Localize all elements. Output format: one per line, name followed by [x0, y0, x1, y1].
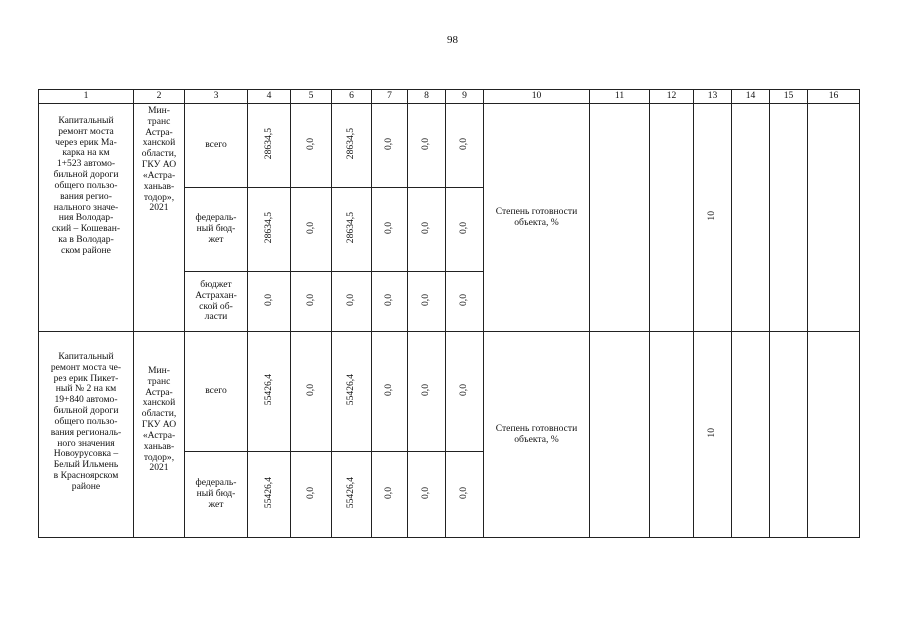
value-text: 0,0 [458, 293, 470, 306]
value-text: 0,0 [304, 486, 316, 499]
object-name-line: бильной дороги [53, 405, 119, 417]
value-text: 0,0 [345, 293, 357, 306]
value-cell [372, 272, 408, 332]
value-cell [291, 104, 332, 188]
value-text: 0,0 [420, 486, 432, 499]
target-value-cell [694, 332, 732, 538]
funding-source-line: федераль- [195, 477, 237, 489]
funding-source-line: жет [208, 233, 224, 245]
funding-source-line: Астрахан- [195, 289, 237, 301]
indicator-line: объекта, % [514, 433, 559, 445]
funding-source-cell [185, 452, 248, 538]
object-name-line: районе [71, 480, 101, 492]
executor-line: Астра- [145, 386, 173, 398]
value-text: 55426,4 [262, 476, 274, 509]
col-header: 5 [291, 90, 332, 104]
empty-cell [590, 104, 650, 332]
table-row [39, 332, 860, 452]
value-text: 0,0 [304, 221, 316, 234]
object-name-line: нального значе- [53, 201, 119, 213]
value-cell [248, 452, 291, 538]
funding-source-line: жет [208, 498, 224, 510]
col-header: 3 [185, 90, 248, 104]
object-name-line: ния Володар- [58, 212, 114, 224]
value-cell [408, 104, 446, 188]
value-text: 0,0 [383, 137, 395, 150]
object-name-line: ка в Володар- [58, 234, 114, 246]
value-text: 0,0 [420, 221, 432, 234]
indicator-cell [484, 104, 590, 332]
funding-source-line: ный бюд- [196, 223, 236, 235]
target-value-cell [694, 104, 732, 332]
empty-cell [650, 332, 694, 538]
executor-line: тодор», [143, 191, 175, 203]
funding-source-cell [185, 272, 248, 332]
object-name-line: Капитальный [58, 115, 114, 126]
value-text: 0,0 [458, 221, 470, 234]
value-cell [372, 332, 408, 452]
executor-line: «Астра- [142, 429, 176, 441]
value-cell [248, 332, 291, 452]
value-text: 0,0 [383, 293, 395, 306]
funding-source-line: федераль- [195, 212, 237, 224]
value-cell [332, 272, 372, 332]
object-name-line: Новоурусовка – [53, 448, 119, 460]
value-cell [248, 188, 291, 272]
funding-source-line: ный бюд- [196, 488, 236, 500]
value-cell [446, 332, 484, 452]
executor-line: 2021 [149, 462, 169, 474]
value-cell [446, 452, 484, 538]
empty-cell [732, 104, 770, 332]
value-text: 28634,5 [345, 127, 357, 160]
value-cell [248, 272, 291, 332]
col-header: 4 [248, 90, 291, 104]
funding-source-cell [185, 188, 248, 272]
value-cell [332, 332, 372, 452]
col-header: 1 [39, 90, 134, 104]
col-header: 16 [808, 90, 860, 104]
indicator-line: Степень готовности [495, 422, 578, 434]
object-name-line: Капитальный [58, 351, 114, 362]
object-name-line: через ерик Ма- [55, 136, 117, 148]
target-value-text: 10 [706, 210, 718, 221]
object-name-line: общего пользо- [54, 179, 118, 191]
col-header: 15 [770, 90, 808, 104]
col-header: 10 [484, 90, 590, 104]
object-name-line: вания региональ- [50, 426, 122, 438]
value-text: 0,0 [458, 383, 470, 396]
col-header: 6 [332, 90, 372, 104]
empty-cell [650, 104, 694, 332]
value-cell [291, 188, 332, 272]
empty-cell [590, 332, 650, 538]
funding-source-line: ласти [204, 311, 228, 323]
executor-line: области, [141, 408, 177, 420]
program-table [38, 89, 860, 538]
value-text: 55426,4 [262, 373, 274, 406]
indicator-line: объекта, % [514, 216, 559, 228]
executor-line: ханской [142, 137, 176, 149]
funding-source-line: ской об- [199, 300, 233, 312]
funding-source-cell [185, 104, 248, 188]
indicator-cell [484, 332, 590, 538]
executor-line: тодор», [143, 451, 175, 463]
value-text: 28634,5 [345, 211, 357, 244]
value-cell [332, 104, 372, 188]
empty-cell [770, 104, 808, 332]
object-name-line: 1+523 автомо- [56, 158, 116, 170]
object-name-line: вания регио- [60, 190, 112, 202]
executor-line: Мин- [148, 365, 170, 376]
object-name-line: карка на км [62, 147, 110, 159]
executor-cell [134, 104, 185, 332]
value-text: 0,0 [420, 383, 432, 396]
value-cell [408, 188, 446, 272]
empty-cell [770, 332, 808, 538]
object-name-line: в Красноярском [53, 470, 119, 482]
executor-line: 2021 [149, 202, 169, 214]
header-row [39, 90, 860, 104]
indicator-line: Степень готовности [495, 205, 578, 217]
object-name-line: ный № 2 на км [55, 383, 117, 395]
page-number: 98 [447, 34, 458, 46]
executor-line: транс [147, 115, 171, 127]
value-text: 0,0 [420, 137, 432, 150]
executor-line: ханской [142, 397, 176, 409]
value-cell [408, 452, 446, 538]
object-name-line: рез ерик Пикет- [53, 372, 119, 384]
value-cell [446, 188, 484, 272]
executor-line: ГКУ АО [141, 419, 177, 431]
funding-source-line: всего [205, 139, 227, 151]
object-name-line: Белый Ильмень [53, 459, 119, 471]
col-header: 9 [446, 90, 484, 104]
funding-source-cell [185, 332, 248, 452]
executor-line: Мин- [148, 105, 170, 116]
value-cell [291, 332, 332, 452]
target-value-text: 10 [706, 427, 718, 438]
value-text: 0,0 [304, 293, 316, 306]
col-header: 7 [372, 90, 408, 104]
executor-line: ханьав- [143, 440, 175, 452]
value-cell [248, 104, 291, 188]
object-name-line: ремонт моста че- [50, 361, 122, 373]
executor-line: «Астра- [142, 169, 176, 181]
col-header: 8 [408, 90, 446, 104]
value-text: 0,0 [262, 293, 274, 306]
value-text: 0,0 [420, 293, 432, 306]
funding-source-line: бюджет [200, 278, 232, 290]
object-name-cell [39, 104, 134, 332]
object-name-line: 19+840 автомо- [54, 394, 118, 406]
value-text: 0,0 [458, 486, 470, 499]
col-header: 14 [732, 90, 770, 104]
value-text: 0,0 [383, 383, 395, 396]
executor-line: ГКУ АО [141, 159, 177, 171]
value-cell [332, 452, 372, 538]
executor-line: Астра- [145, 126, 173, 138]
col-header: 13 [694, 90, 732, 104]
col-header: 11 [590, 90, 650, 104]
executor-line: области, [141, 148, 177, 160]
value-text: 55426,4 [345, 373, 357, 406]
value-cell [291, 452, 332, 538]
table-row [39, 104, 860, 188]
value-text: 0,0 [383, 486, 395, 499]
value-text: 0,0 [304, 137, 316, 150]
funding-source-line: всего [205, 385, 227, 397]
value-text: 0,0 [383, 221, 395, 234]
value-cell [446, 104, 484, 188]
object-name-line: ремонт моста [58, 125, 114, 137]
value-cell [408, 272, 446, 332]
value-cell [332, 188, 372, 272]
executor-cell [134, 332, 185, 538]
value-cell [372, 104, 408, 188]
value-text: 0,0 [458, 137, 470, 150]
value-text: 28634,5 [262, 211, 274, 244]
empty-cell [732, 332, 770, 538]
value-text: 55426,4 [345, 476, 357, 509]
object-name-line: ском районе [61, 244, 111, 256]
executor-line: транс [147, 375, 171, 387]
object-name-line: общего пользо- [54, 415, 118, 427]
value-cell [446, 272, 484, 332]
object-name-line: бильной дороги [53, 169, 119, 181]
value-cell [408, 332, 446, 452]
col-header: 2 [134, 90, 185, 104]
value-cell [372, 188, 408, 272]
executor-line: ханьав- [143, 180, 175, 192]
empty-cell [808, 104, 860, 332]
value-text: 0,0 [304, 383, 316, 396]
col-header: 12 [650, 90, 694, 104]
value-cell [291, 272, 332, 332]
value-cell [372, 452, 408, 538]
value-text: 28634,5 [262, 127, 274, 160]
empty-cell [808, 332, 860, 538]
object-name-cell [39, 332, 134, 538]
object-name-line: ский – Кошеван- [51, 223, 121, 235]
object-name-line: ного значения [57, 437, 115, 449]
